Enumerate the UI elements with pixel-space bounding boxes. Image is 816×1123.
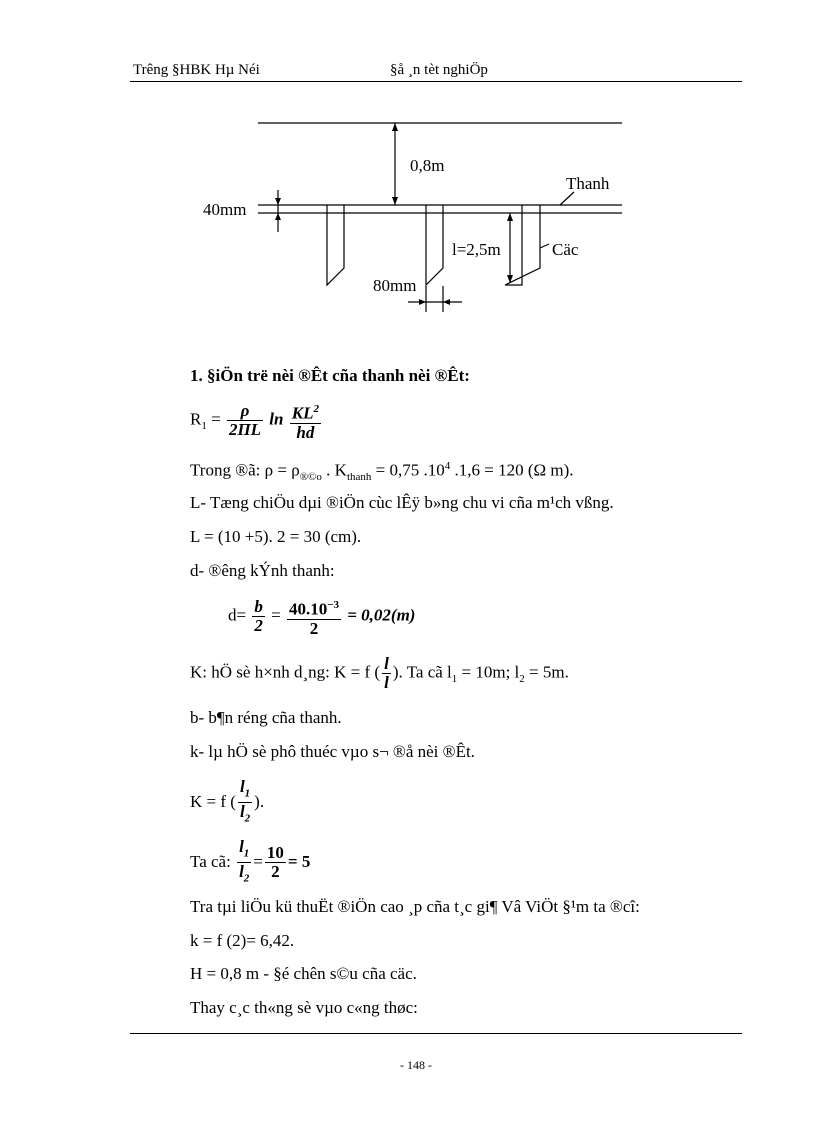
line-ta-co: Ta cã: $\frac{l_1}{l_2}$ = $\frac{10}{2}$ = 5 — [190, 837, 311, 885]
line-K-function: K = f ( $\frac{l_1}{l_2}$ ). — [190, 777, 265, 825]
pile-2 — [426, 205, 443, 285]
pile-label: Cäc — [552, 240, 579, 259]
line-k-value: k = f (2)= 6,42. — [190, 931, 295, 950]
line-K-shape: K: hÖ sè h×nh d¸ng: K = f ( $\frac{l}{l}$ ). Ta cã $l_1 = 10m$; $l_2 = 5m$. — [190, 654, 569, 692]
thickness-label: 40mm — [203, 200, 247, 219]
r1-lhs: R — [190, 409, 202, 429]
formula-r1: $R_1$ = $\frac{\rho}{2\Pi L}$ ln $\frac{KL^2}{hd}$ — [190, 401, 319, 442]
line-d-definition: d- ®êng kÝnh thanh: — [190, 561, 335, 580]
line-tra-tai-lieu: Tra tµi liÖu kü thuËt ®iÖn cao ¸p cña t¸c gi¶ Vâ ViÖt §¹m ta ®cî: — [190, 897, 640, 916]
section-title: 1. §iÖn trë nèi ®Êt cña thanh nèi ®Êt: — [190, 366, 470, 385]
formula-d: d= $\frac{b}{2}$ = $\frac{40.10^{-3}}{2}$ = 0,02(m) — [228, 597, 416, 638]
pile-leader — [540, 244, 549, 248]
line-L-calc: L = (10 +5). 2 = 30 (cm). — [190, 527, 362, 546]
line-b-definition: b- b¶n réng cña thanh. — [190, 708, 342, 727]
bar-label: Thanh — [566, 174, 610, 193]
footer-rule — [130, 1033, 742, 1034]
length-label: l=2,5m — [452, 240, 501, 259]
line-H: H = 0,8 m - §é chên s©u cña cäc. — [190, 964, 417, 983]
header-school: Trêng §HBK Hµ Néi — [133, 62, 260, 78]
width-label: 80mm — [373, 276, 417, 295]
header-title: §å ¸n tèt nghiÖp — [390, 62, 488, 78]
line-k-definition: k- lµ hÖ sè phô thuéc vµo s¬ ®å nèi ®Êt. — [190, 742, 475, 761]
line-trong-do: Trong ®ã: $\rho = \rho_{®©o}$ . $K_{thanh} = 0,75$ $.10^4$ .1,6 = 120 (Ω m). — [190, 460, 574, 484]
page-number: - 148 - — [400, 1058, 432, 1072]
depth-label: 0,8m — [410, 156, 445, 175]
line-thay: Thay c¸c th«ng sè vµo c«ng thøc: — [190, 998, 418, 1017]
pile-1 — [327, 205, 344, 285]
line-L-definition: L- Tæng chiÖu dµi ®iÖn cùc lÊÿ b»ng chu vi cña m¹ch vßng. — [190, 493, 614, 512]
